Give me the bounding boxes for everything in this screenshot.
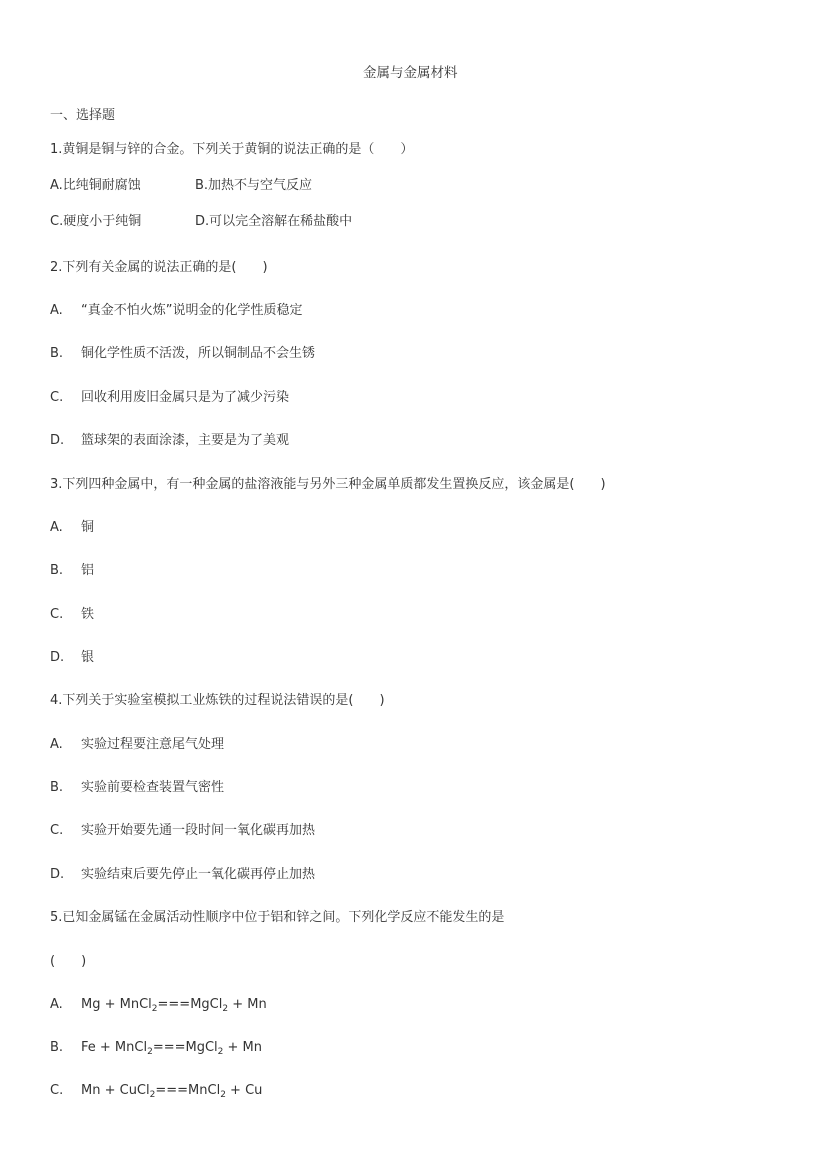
page-title: 金属与金属材料 [363, 65, 458, 81]
equation-part: + Mn [223, 1040, 263, 1055]
question-2-stem: 2.下列有关金属的说法正确的是( ) [50, 260, 268, 275]
subscript: 2 [149, 1090, 156, 1100]
equation-part: Mn + CuCl [81, 1083, 150, 1098]
option-label: C. [50, 823, 64, 838]
option-text: 铜 [81, 520, 95, 535]
option-text: 实验过程要注意尾气处理 [81, 737, 225, 752]
subscript: 2 [151, 1004, 158, 1014]
option-text: 回收利用废旧金属只是为了减少污染 [81, 390, 290, 405]
question-4-stem: 4.下列关于实验室模拟工业炼铁的过程说法错误的是( ) [50, 693, 385, 708]
option-text: 实验开始要先通一段时间一氧化碳再加热 [81, 823, 316, 838]
option-label: B. [50, 563, 64, 578]
subscript: 2 [222, 1004, 229, 1014]
option-label: B. [50, 346, 64, 361]
question-3-option-c [50, 606, 94, 624]
option-label: D. [50, 650, 65, 665]
question-1-option-d: D.可以完全溶解在稀盐酸中 [195, 214, 353, 229]
option-label: B. [50, 1040, 64, 1055]
equation-part: + Mn [228, 997, 267, 1012]
question-3-option-b [50, 562, 94, 580]
question-4-option-a [50, 736, 224, 754]
question-3-option-a [50, 519, 94, 537]
subscript: 2 [147, 1047, 153, 1057]
question-1-options-row-2 [50, 213, 352, 231]
question-5-option-a [50, 996, 267, 1014]
question-2-option-d [50, 432, 289, 450]
equation-part: Fe + MnCl [81, 1040, 148, 1055]
option-label: A. [50, 737, 63, 752]
option-text: 实验前要检查装置气密性 [81, 780, 225, 795]
subscript: 2 [217, 1047, 224, 1057]
question-1-options-row-1 [50, 177, 312, 195]
option-label: D. [50, 867, 65, 882]
question-1-option-b: B.加热不与空气反应 [195, 178, 313, 193]
question-2-option-a [50, 302, 302, 320]
question-1-option-c: C.硬度小于纯铜 [50, 214, 142, 229]
equation-part: ===MgCl [157, 997, 223, 1012]
question-3-option-d [50, 649, 94, 667]
option-label: A. [50, 303, 63, 318]
equation-part: Mg + MnCl [81, 997, 152, 1012]
question-3-stem: 3.下列四种金属中，有一种金属的盐溶液能与另外三种金属单质都发生置换反应，该金属是( ) [50, 477, 606, 492]
option-label: C. [50, 1083, 64, 1098]
question-2-option-b [50, 345, 315, 363]
question-5-answer-paren: ( ) [50, 954, 87, 969]
question-2-option-c [50, 389, 289, 407]
option-label: A. [50, 520, 63, 535]
question-1-stem: 1.黄铜是铜与锌的合金。下列关于黄铜的说法正确的是（ ） [50, 142, 414, 157]
option-text: 铁 [81, 607, 95, 622]
equation-part: + Cu [225, 1083, 263, 1098]
option-label: D. [50, 433, 65, 448]
question-4-option-c [50, 822, 315, 840]
subscript: 2 [220, 1090, 226, 1100]
option-label: C. [50, 390, 64, 405]
option-text: 铝 [81, 563, 95, 578]
option-label: B. [50, 780, 64, 795]
question-5-option-c [50, 1082, 262, 1100]
option-label: C. [50, 607, 64, 622]
option-text: 铜化学性质不活泼，所以铜制品不会生锈 [81, 346, 316, 361]
option-label: A. [50, 997, 63, 1012]
option-text: 实验结束后要先停止一氧化碳再停止加热 [81, 867, 316, 882]
equation-part: ===MnCl [155, 1083, 221, 1098]
question-5-stem: 5.已知金属锰在金属活动性顺序中位于铝和锌之间。下列化学反应不能发生的是 [50, 910, 505, 925]
equation-part: ===MgCl [152, 1040, 218, 1055]
option-text: 篮球架的表面涂漆，主要是为了美观 [81, 433, 290, 448]
question-5-option-b [50, 1039, 262, 1057]
section-heading: 一、选择题 [50, 108, 116, 123]
option-text: “真金不怕火炼”说明金的化学性质稳定 [81, 303, 303, 318]
option-text: 银 [81, 650, 95, 665]
question-4-option-d [50, 866, 315, 884]
question-1-option-a: A.比纯铜耐腐蚀 [50, 178, 141, 193]
question-4-option-b [50, 779, 224, 797]
